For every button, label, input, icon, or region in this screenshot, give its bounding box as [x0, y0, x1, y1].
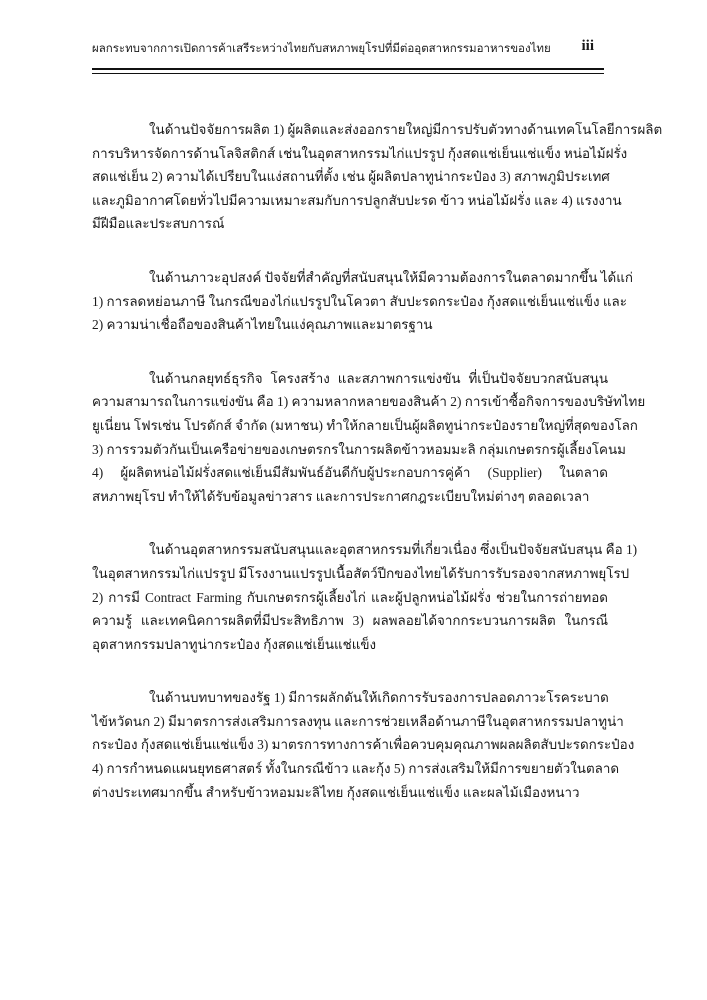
page-number: iii [581, 38, 594, 54]
text-line: ความรู้ และเทคนิคการผลิตที่มีประสิทธิภาพ 3) ผลพลอยได้จากกระบวนการผลิต ในกรณี [92, 613, 608, 629]
text-line: สหภาพยุโรป ทำให้ได้รับข้อมูลข่าวสาร และการประกาศกฎระเบียบใหม่ต่างๆ ตลอดเวลา [92, 488, 590, 504]
text-line: ในด้านกลยุทธ์ธุรกิจ โครงสร้าง และสภาพการแข่งขัน ที่เป็นปัจจัยบวกสนับสนุน [149, 370, 608, 386]
paragraph-demand-conditions [92, 266, 633, 337]
running-header [92, 40, 604, 60]
text-line: ในอุตสาหกรรมไก่แปรรูป มีโรงงานแปรรูปเนื้อสัตว์ปีกของไทยได้รับการรับรองจากสหภาพยุโรป [92, 565, 630, 581]
paragraph-business-strategy [92, 367, 646, 509]
text-line: ต่างประเทศมากขึ้น สำหรับข้าวหอมมะลิไทย กุ้งสดแช่เย็นแช่แข็ง และผลไม้เมืองหนาว [92, 784, 580, 800]
text-line: ในด้านบทบาทของรัฐ 1) มีการผลักดันให้เกิดการรับรองการปลอดภาวะโรคระบาด [149, 690, 609, 706]
text-line: กระป๋อง กุ้งสดแช่เย็นแช่แข็ง 3) มาตรการทางการค้าเพื่อควบคุมคุณภาพผลผลิตสับปะรดกระป๋อง [92, 737, 635, 753]
document-body [92, 118, 663, 834]
text-line: การบริหารจัดการด้านโลจิสติกส์ เช่นในอุตสาหกรรมไก่แปรรูป กุ้งสดแช่เย็นแช่แข็ง หน่อไม้ฝรั่ง [92, 145, 628, 161]
text-line: ในด้านภาวะอุปสงค์ ปัจจัยที่สำคัญที่สนับสนุนให้มีความต้องการในตลาดมากขึ้น ได้แก่ [149, 269, 633, 285]
text-line: ยูเนี่ยน โฟรเซ่น โปรดักส์ จำกัด (มหาชน) ทำให้กลายเป็นผู้ผลิตทูน่ากระป๋องรายใหญ่ที่สุดของโลก [92, 417, 638, 433]
text-line: 1) การลดหย่อนภาษี ในกรณีของไก่แปรรูปในโควตา สับปะรดกระป๋อง กุ้งสดแช่เย็นแช่แข็ง และ [92, 293, 627, 309]
text-line: 3) การรวมตัวกันเป็นเครือข่ายของเกษตรกรในการผลิตข้าวหอมมะลิ กลุ่มเกษตรกรผู้เลี้ยงโคนม [92, 441, 626, 457]
text-line: ความสามารถในการแข่งขัน คือ 1) ความหลากหลายของสินค้า 2) การเข้าซื้อกิจการของบริษัทไทย [92, 394, 646, 410]
text-line: 2) ความน่าเชื่อถือของสินค้าไทยในแง่คุณภาพและมาตรฐาน [92, 317, 433, 333]
text-line: ไข้หวัดนก 2) มีมาตรการส่งเสริมการลงทุน และการช่วยเหลือด้านภาษีในอุตสาหกรรมปลาทูน่า [92, 713, 624, 729]
text-line: 4) ผู้ผลิตหน่อไม้ฝรั่งสดแช่เย็นมีสัมพันธ์อันดีกับผู้ประกอบการคู่ค้า (Supplier) ในตลาด [92, 465, 608, 481]
paragraph-supporting-industries [92, 538, 638, 656]
text-line: สดแช่เย็น 2) ความได้เปรียบในแง่สถานที่ตั้ง เช่น ผู้ผลิตปลาทูน่ากระป๋อง 3) สภาพภูมิประเทศ [92, 169, 610, 185]
header-rule-thin [92, 73, 604, 74]
paragraph-government-role [92, 686, 635, 804]
text-line: 4) การกำหนดแผนยุทธศาสตร์ ทั้งในกรณีข้าว และกุ้ง 5) การส่งเสริมให้มีการขยายตัวในตลาด [92, 761, 620, 777]
text-line: 2) การมี Contract Farming กับเกษตรกรผู้เลี้ยงไก่ และผู้ปลูกหน่อไม้ฝรั่ง ช่วยในการถ่ายทอด [92, 589, 608, 605]
text-line: ในด้านอุตสาหกรรมสนับสนุนและอุตสาหกรรมที่เกี่ยวเนื่อง ซึ่งเป็นปัจจัยสนับสนุน คือ 1) [149, 542, 638, 558]
text-line: และภูมิอากาศโดยทั่วไปมีความเหมาะสมกับการปลูกสับปะรด ข้าว หน่อไม้ฝรั่ง และ 4) แรงงาน [92, 192, 622, 208]
text-line: ในด้านปัจจัยการผลิต 1) ผู้ผลิตและส่งออกรายใหญ่มีการปรับตัวทางด้านเทคโนโลยีการผลิต [149, 122, 663, 137]
text-line: มีฝีมือและประสบการณ์ [92, 216, 225, 232]
header-rule-thick [92, 68, 604, 70]
running-header-title: ผลกระทบจากการเปิดการค้าเสรีระหว่างไทยกับสหภาพยุโรปที่มีต่ออุตสาหกรรมอาหารของไทย [92, 43, 551, 55]
paragraph-production-factors [92, 118, 663, 236]
text-line: อุตสาหกรรมปลาทูน่ากระป๋อง กุ้งสดแช่เย็นแช่แข็ง [92, 636, 377, 652]
